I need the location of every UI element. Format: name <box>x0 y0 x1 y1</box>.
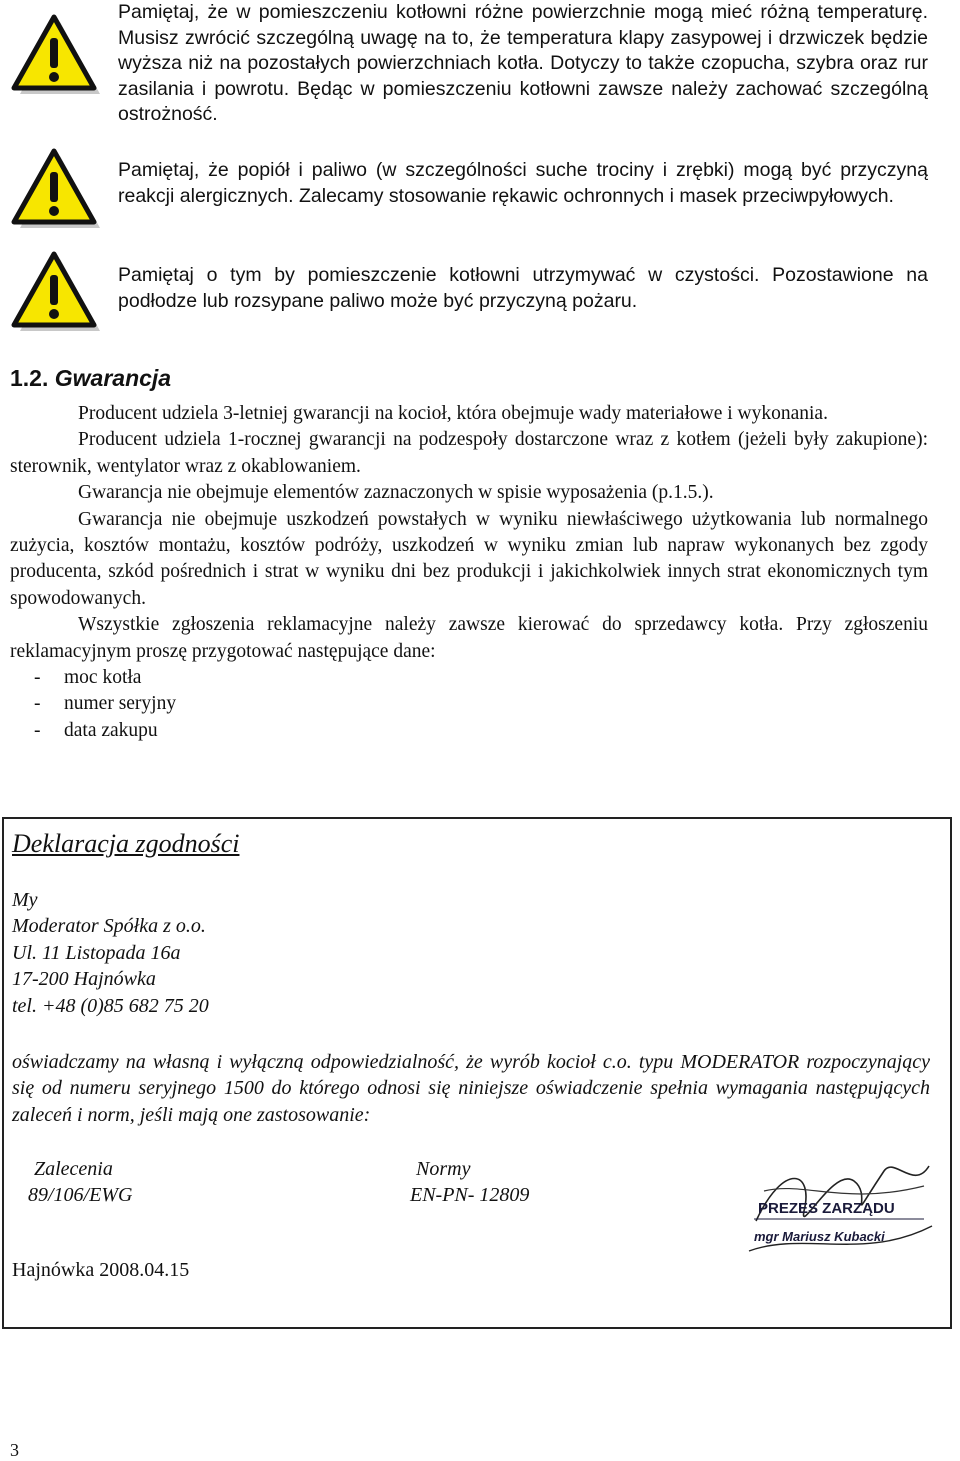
address-line: Moderator Spółka z o.o. <box>12 915 206 938</box>
warning-triangle-icon <box>10 14 102 96</box>
declaration-box <box>2 817 952 1329</box>
list-item-text: numer seryjny <box>64 693 177 715</box>
warranty-body <box>10 401 928 744</box>
norms-label: Normy <box>416 1158 471 1180</box>
list-item-text: data zakupu <box>64 719 158 741</box>
recommendations-label: Zalecenia <box>34 1158 113 1180</box>
list-item <box>10 665 928 691</box>
declaration-statement: oświadczamy na własną i wyłączną odpowiedzialność, że wyrób kocioł c.o. typu MODERATOR rozpoczynający się od numeru seryjnego 1500 do którego odnosi się niniejsze oświadczenie spełnia wymagania następujących zaleceń i norm, jeśli mają one zastosowanie: <box>12 1051 930 1126</box>
section-title: Gwarancja <box>54 365 172 391</box>
warranty-paragraph: Producent udziela 1-rocznej gwarancji na podzespoły dostarczone wraz z kotłem (jeżeli były zakupione): sterownik, wentylator wraz z okablowaniem. <box>10 429 928 477</box>
warning-text: Pamiętaj, że popiół i paliwo (w szczególności suche trociny i zrębki) mogą być przyczyną reakcji alergicznych. Zalecamy stosowanie rękawic ochronnych i masek przeciwpyłowych. <box>118 159 928 207</box>
warning-triangle-icon <box>10 148 102 230</box>
address-line: 17-200 Hajnówka <box>12 968 156 991</box>
page-number: 3 <box>10 1440 19 1460</box>
company-address <box>12 887 209 1019</box>
warranty-paragraph: Wszystkie zgłoszenia reklamacyjne należy zawsze kierować do sprzedawcy kotła. Przy zgłoszeniu reklamacyjnym proszę przygotować następujące dane: <box>10 614 928 662</box>
declaration-date: Hajnówka 2008.04.15 <box>12 1259 190 1281</box>
section-number: 1.2. <box>10 365 49 391</box>
recommendations-column <box>28 1156 132 1209</box>
address-line: Ul. 11 Listopada 16a <box>12 941 181 964</box>
warning-triangle-icon <box>10 251 102 333</box>
norms-column <box>410 1156 529 1209</box>
list-marker: - <box>34 667 41 689</box>
address-line: tel. +48 (0)85 682 75 20 <box>12 994 209 1017</box>
norms-value: EN-PN- 12809 <box>410 1184 530 1207</box>
list-marker: - <box>34 719 41 741</box>
signature-stamp-icon <box>744 1151 934 1261</box>
address-line: My <box>12 889 38 911</box>
warning-text: Pamiętaj o tym by pomieszczenie kotłowni utrzymywać w czystości. Pozostawione na podłodze lub rozsypane paliwo może być przyczyną pożaru. <box>118 264 928 312</box>
stamp-title: PREZES ZARZĄDU <box>758 1200 895 1217</box>
required-data-list <box>10 665 928 744</box>
warning-text: Pamiętaj, że w pomieszczeniu kotłowni różne powierzchnie mogą mieć różną temperaturę. Musisz zwrócić szczególną uwagę na to, że temperatura klapy zasypowej i drzwiczek będzie wyższa niż na pozostałych powierzchniach kotła. Dotyczy to także czopucha, szybra oraz rur zasilania i powrotu. Będąc w pomieszczeniu kotłowni zawsze należy zachować szczególną ostrożność. <box>118 1 928 125</box>
warranty-paragraph: Gwarancja nie obejmuje uszkodzeń powstałych w wyniku niewłaściwego użytkowania lub normalnego zużycia, kosztów montażu, kosztów podróży, uszkodzeń w wyniku zmian lub napraw wykonanych bez zgody producenta, szkód pośrednich i strat w wyniku dni bez produkcji i jakichkolwiek innych strat ekonomicznych tym spowodowanych. <box>10 508 928 609</box>
warranty-paragraph: Gwarancja nie obejmuje elementów zaznaczonych w spisie wyposażenia (p.1.5.). <box>78 482 714 504</box>
list-item <box>10 718 928 744</box>
list-marker: - <box>34 693 41 715</box>
section-heading <box>10 365 171 392</box>
warranty-paragraph: Producent udziela 3-letniej gwarancji na kocioł, która obejmuje wady materiałowe i wykonania. <box>78 403 828 424</box>
stamp-name: mgr Mariusz Kubacki <box>754 1229 885 1244</box>
list-item <box>10 691 928 717</box>
recommendations-value: 89/106/EWG <box>28 1184 133 1207</box>
declaration-title: Deklaracja zgodności <box>12 829 240 858</box>
list-item-text: moc kotła <box>64 667 142 689</box>
